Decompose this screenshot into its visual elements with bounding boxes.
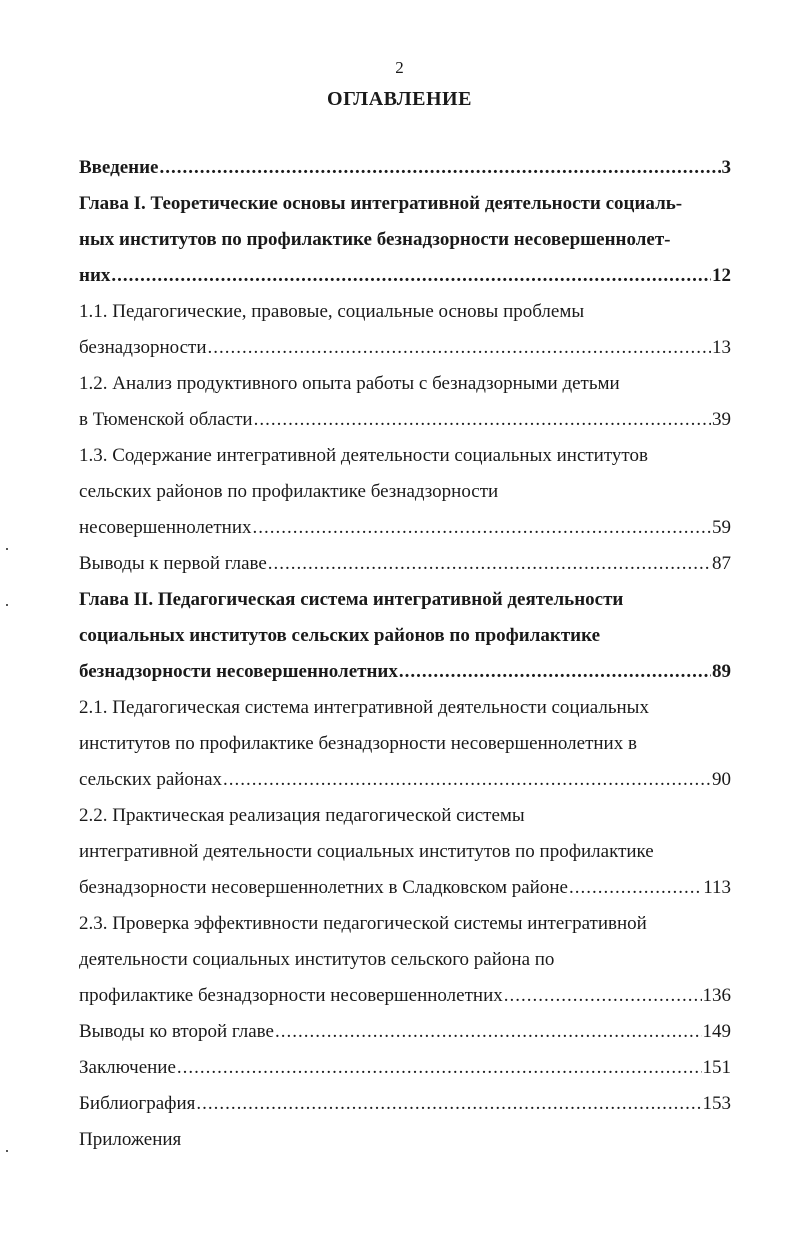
toc-entry-page: 3: [721, 157, 731, 178]
leader-dots: [275, 1021, 702, 1043]
scan-speck: [6, 548, 8, 550]
leader-dots: [160, 157, 721, 179]
toc-entry-page: 90: [712, 769, 731, 790]
toc-entry-label: Приложения: [79, 1129, 182, 1150]
toc-entry-label: сельских районах: [79, 769, 223, 790]
page-title: ОГЛАВЛЕНИЕ: [327, 88, 472, 110]
toc-entry-label: в Тюменской области: [79, 409, 253, 430]
toc-entry-page: 59: [712, 517, 731, 538]
page-number: 2: [395, 58, 404, 77]
toc-chapter2-line3[interactable]: [79, 661, 731, 697]
toc-section-2-2-line1[interactable]: [79, 805, 731, 841]
toc-entry-label: социальных институтов сельских районов по профилактике: [79, 625, 601, 646]
toc-entry-label: безнадзорности: [79, 337, 207, 358]
toc-section-2-3-line3[interactable]: [79, 985, 731, 1021]
table-of-contents: [79, 157, 731, 1165]
toc-entry-label: Заключение: [79, 1057, 176, 1078]
toc-entry-label: 2.3. Проверка эффективности педагогической системы интегративной: [79, 913, 647, 934]
toc-entry-label: деятельности социальных институтов сельского района по: [79, 949, 555, 970]
toc-entry-appendices[interactable]: [79, 1129, 731, 1165]
leader-dots: [268, 553, 711, 575]
toc-section-1-1-line2[interactable]: [79, 337, 731, 373]
scan-speck: [6, 604, 8, 606]
scan-speck: [6, 1150, 8, 1152]
toc-entry-label: них: [79, 265, 111, 286]
leader-dots: [254, 409, 711, 431]
toc-entry-label: институтов по профилактике безнадзорности несовершеннолетних в: [79, 733, 637, 754]
toc-entry-page: 87: [712, 553, 731, 574]
toc-entry-page: 89: [712, 661, 731, 682]
toc-section-2-1-line1[interactable]: [79, 697, 731, 733]
toc-section-2-1-line2[interactable]: [79, 733, 731, 769]
toc-chapter1-line2[interactable]: [79, 229, 731, 265]
toc-entry-label: интегративной деятельности социальных институтов по профилактике: [79, 841, 654, 862]
toc-entry-page: 149: [702, 1021, 731, 1042]
toc-entry-label: Выводы ко второй главе: [79, 1021, 274, 1042]
toc-entry-label: 1.1. Педагогические, правовые, социальные основы проблемы: [79, 301, 585, 322]
toc-entry-label: несовершеннолетних: [79, 517, 252, 538]
toc-entry-page: 151: [702, 1057, 731, 1078]
toc-entry-label: 2.1. Педагогическая система интегративной деятельности социальных: [79, 697, 649, 718]
toc-entry-label: сельских районов по профилактике безнадзорности: [79, 481, 499, 502]
toc-entry-conclusions-2[interactable]: [79, 1021, 731, 1057]
toc-chapter1-line3[interactable]: [79, 265, 731, 301]
leader-dots: [569, 877, 702, 899]
toc-section-1-2-line1[interactable]: [79, 373, 731, 409]
toc-section-2-3-line1[interactable]: [79, 913, 731, 949]
toc-entry-page: 113: [703, 877, 731, 898]
leader-dots: [208, 337, 711, 359]
toc-section-2-2-line2[interactable]: [79, 841, 731, 877]
toc-section-1-2-line2[interactable]: [79, 409, 731, 445]
toc-entry-page: 13: [712, 337, 731, 358]
leader-dots: [399, 661, 711, 683]
toc-entry-label: ных институтов по профилактике безнадзорности несовершеннолет-: [79, 229, 671, 250]
toc-entry-label: 2.2. Практическая реализация педагогической системы: [79, 805, 525, 826]
toc-chapter1-line1[interactable]: [79, 193, 731, 229]
leader-dots: [504, 985, 702, 1007]
toc-entry-page: 39: [712, 409, 731, 430]
toc-section-1-1-line1[interactable]: [79, 301, 731, 337]
toc-chapter2-line1[interactable]: [79, 589, 731, 625]
leader-dots: [111, 265, 711, 287]
toc-entry-label: Введение: [79, 157, 159, 178]
toc-entry-label: безнадзорности несовершеннолетних в Сладковском районе: [79, 877, 568, 898]
toc-entry-label: Библиография: [79, 1093, 196, 1114]
toc-entry-intro[interactable]: [79, 157, 731, 193]
leader-dots: [253, 517, 711, 539]
toc-entry-label: Выводы к первой главе: [79, 553, 267, 574]
toc-entry-conclusion[interactable]: [79, 1057, 731, 1093]
toc-entry-bibliography[interactable]: [79, 1093, 731, 1129]
leader-dots: [223, 769, 711, 791]
leader-dots: [196, 1093, 701, 1115]
toc-chapter2-line2[interactable]: [79, 625, 731, 661]
toc-entry-conclusions-1[interactable]: [79, 553, 731, 589]
toc-entry-page: 153: [702, 1093, 731, 1114]
toc-entry-page: 12: [712, 265, 731, 286]
toc-entry-label: безнадзорности несовершеннолетних: [79, 661, 398, 682]
toc-section-1-3-line1[interactable]: [79, 445, 731, 481]
toc-entry-label: профилактике безнадзорности несовершеннолетних: [79, 985, 503, 1006]
toc-entry-label: 1.3. Содержание интегративной деятельности социальных институтов: [79, 445, 648, 466]
toc-entry-label: 1.2. Анализ продуктивного опыта работы с безнадзорными детьми: [79, 373, 620, 394]
toc-entry-page: 136: [702, 985, 731, 1006]
toc-section-1-3-line3[interactable]: [79, 517, 731, 553]
toc-section-2-1-line3[interactable]: [79, 769, 731, 805]
toc-entry-label: Глава II. Педагогическая система интегративной деятельности: [79, 589, 624, 610]
toc-section-2-3-line2[interactable]: [79, 949, 731, 985]
leader-dots: [177, 1057, 702, 1079]
toc-section-1-3-line2[interactable]: [79, 481, 731, 517]
toc-section-2-2-line3[interactable]: [79, 877, 731, 913]
toc-entry-label: Глава I. Теоретические основы интегративной деятельности социаль-: [79, 193, 683, 214]
